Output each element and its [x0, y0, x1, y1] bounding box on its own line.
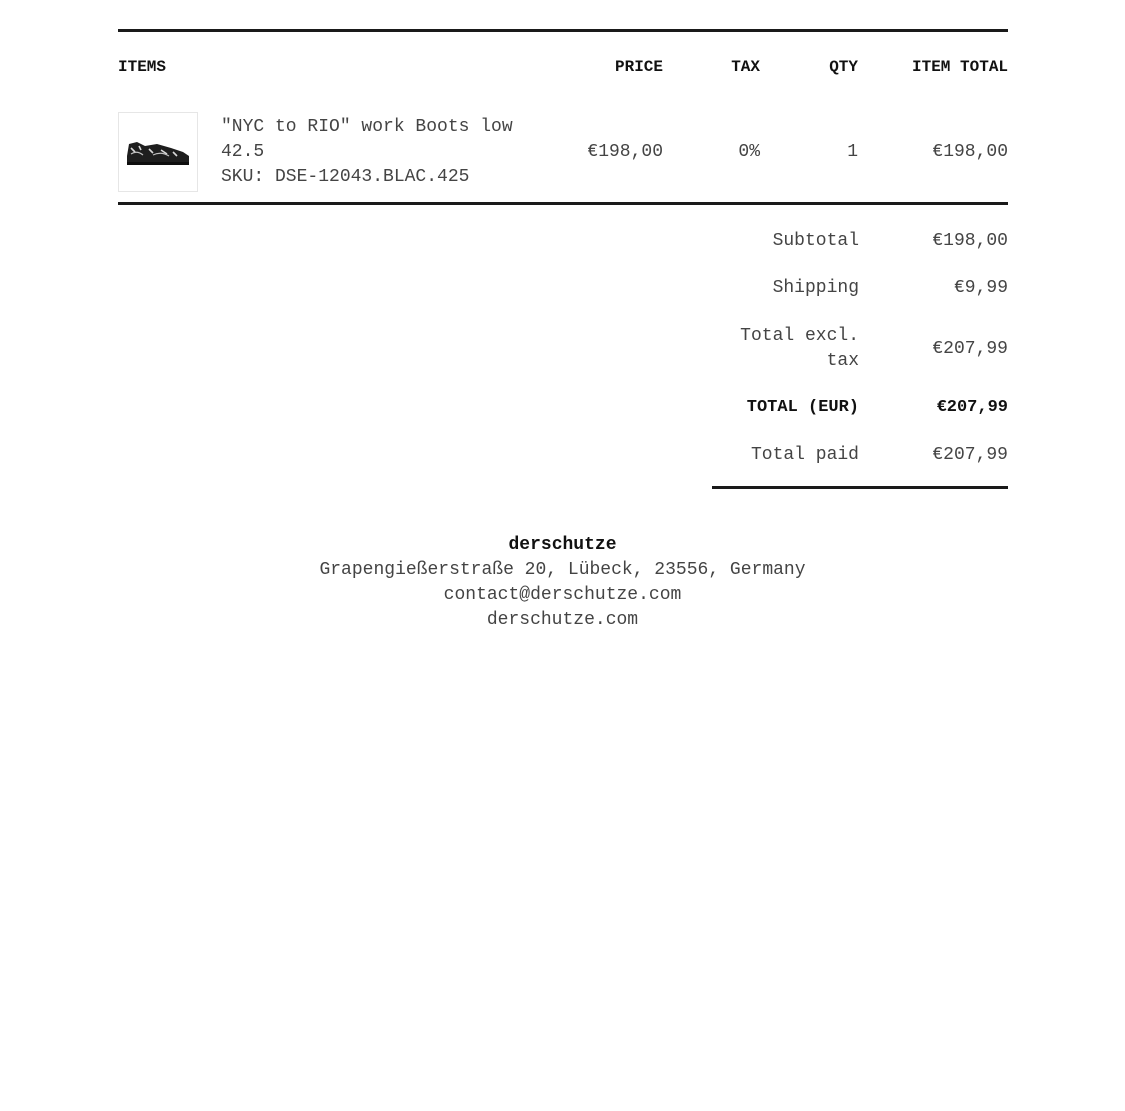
item-thumbnail-cell	[118, 102, 221, 202]
total-paid-row	[712, 428, 1008, 482]
item-qty: 1	[847, 142, 859, 162]
shipping-label: Shipping	[772, 278, 859, 298]
header-item-total: ITEM TOTAL	[912, 58, 1009, 76]
header-items: ITEMS	[118, 58, 167, 76]
table-row	[118, 102, 1008, 202]
item-name: "NYC to RIO" work Boots low	[221, 116, 513, 137]
grand-total-row	[712, 386, 1008, 428]
shipping-value: €9,99	[953, 278, 1008, 298]
store-footer	[0, 533, 1125, 633]
total-excl-tax-value: €207,99	[932, 338, 1008, 359]
table-header-row	[118, 32, 1008, 102]
subtotal-label: Subtotal	[772, 231, 859, 251]
item-total: €198,00	[932, 142, 1009, 162]
header-qty: QTY	[829, 58, 859, 76]
subtotal-row	[712, 218, 1008, 265]
store-email[interactable]: contact@derschutze.com	[443, 585, 682, 605]
subtotal-value: €198,00	[932, 231, 1008, 251]
item-size: 42.5	[221, 141, 265, 162]
header-tax: TAX	[731, 58, 761, 76]
item-thumbnail	[118, 112, 198, 192]
grand-total-value: €207,99	[936, 397, 1008, 417]
total-excl-tax-label-line1: Total excl.	[740, 326, 859, 346]
item-sku: SKU: DSE-12043.BLAC.425	[221, 166, 470, 187]
total-excl-tax-label-line2: tax	[826, 351, 859, 371]
item-price: €198,00	[587, 142, 664, 162]
store-website[interactable]: derschutze.com	[486, 610, 639, 630]
item-tax: 0%	[738, 142, 761, 162]
store-address: Grapengießerstraße 20, Lübeck, 23556, Germany	[319, 560, 806, 580]
item-description	[221, 102, 561, 202]
invoice	[118, 29, 1008, 205]
shipping-row	[712, 265, 1008, 312]
table-bottom-rule	[118, 202, 1008, 205]
totals-bottom-rule	[712, 486, 1008, 489]
total-paid-value: €207,99	[932, 444, 1008, 465]
shoe-icon	[123, 134, 193, 170]
grand-total-label: TOTAL (EUR)	[746, 397, 859, 417]
header-price: PRICE	[615, 58, 664, 76]
total-paid-label: Total paid	[750, 444, 859, 465]
totals-block	[712, 218, 1008, 482]
store-name: derschutze	[508, 535, 617, 555]
total-excl-tax-label	[712, 324, 859, 374]
total-excl-tax-row	[712, 312, 1008, 386]
items-table	[118, 32, 1008, 202]
